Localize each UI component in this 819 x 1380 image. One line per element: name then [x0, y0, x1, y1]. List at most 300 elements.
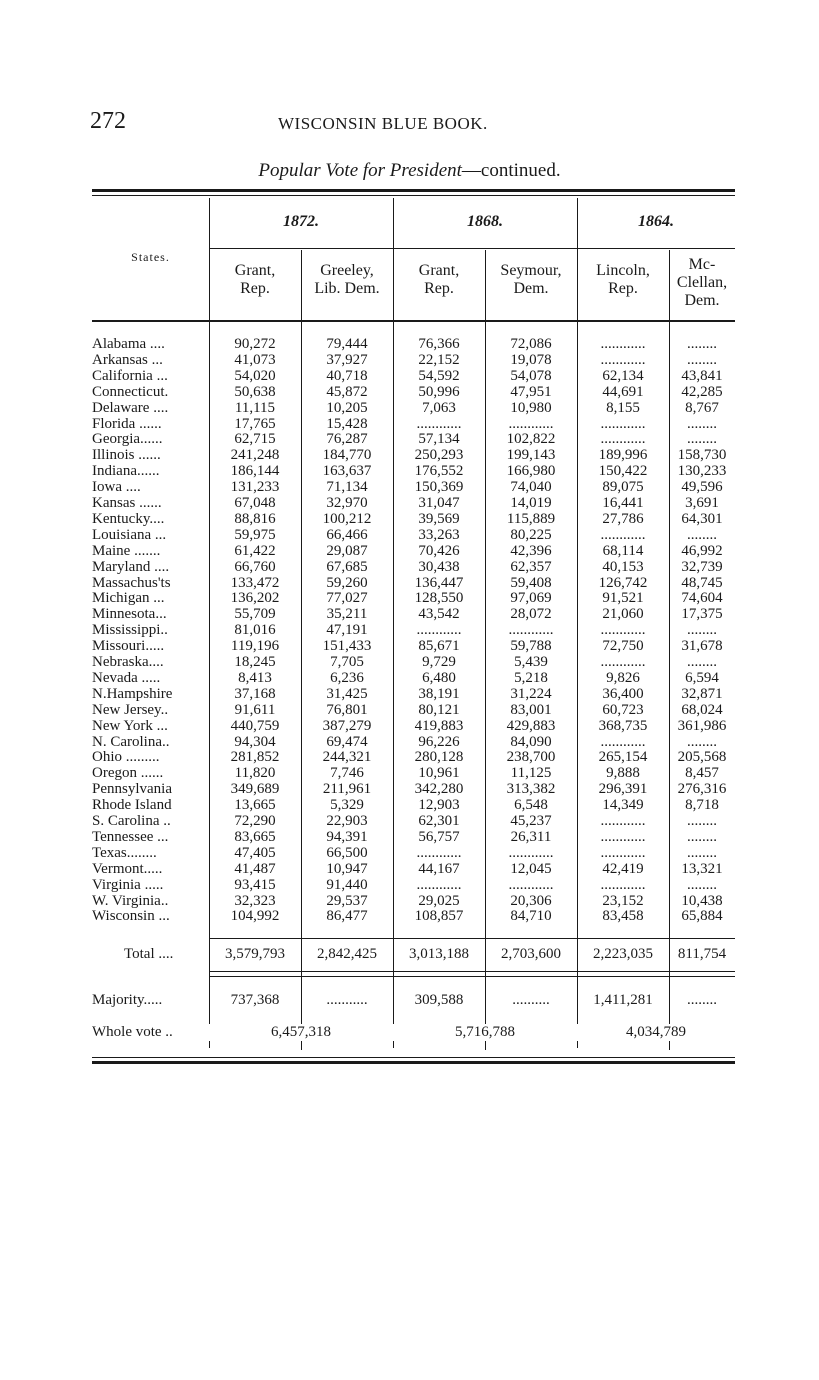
vote-cell: ............ [600, 845, 646, 861]
vote-cell: 35,211 [326, 607, 368, 623]
vote-cell: ............ [600, 655, 646, 670]
vote-cell: 77,027 [326, 591, 368, 607]
vote-cell: ............ [600, 416, 646, 432]
vote-cell: 40,153 [602, 559, 644, 575]
vote-cell: 102,822 [506, 432, 556, 448]
vote-cell: 37,927 [326, 352, 368, 368]
vote-cell: 97,069 [510, 591, 552, 607]
vote-cell: ........ [687, 845, 717, 861]
vote-cell: 10,438 [681, 893, 723, 909]
subtitle-continued: —continued. [461, 160, 561, 181]
vote-cell: 17,765 [234, 416, 276, 432]
table-row [92, 862, 735, 878]
vote-cell: 30,438 [418, 559, 460, 575]
vote-cell: 54,020 [234, 368, 276, 384]
vote-cell: 91,521 [602, 591, 644, 607]
state-name: Pennsylvania [92, 782, 172, 798]
vote-cell: 10,205 [326, 400, 368, 416]
vote-cell: 136,447 [414, 575, 464, 591]
vote-cell: 31,425 [326, 686, 368, 702]
vote-cell: 67,048 [234, 496, 276, 511]
bottom-rule-thin [92, 1057, 735, 1058]
vote-cell: 42,285 [681, 384, 723, 400]
vote-cell: ........ [687, 655, 717, 670]
header-bottom-rule [92, 320, 735, 322]
vote-cell: 176,552 [414, 464, 464, 480]
vote-cell: 313,382 [506, 782, 556, 798]
state-name: Massachus'ts [92, 575, 171, 591]
state-name: Oregon ...... [92, 766, 164, 782]
col-party: Rep. [608, 280, 638, 297]
vote-cell: 16,441 [602, 496, 644, 511]
vote-cell: 8,718 [685, 798, 719, 814]
vote-cell: 71,134 [326, 480, 368, 496]
table-row [92, 385, 735, 401]
vote-cell: 108,857 [414, 909, 464, 925]
total-label: Total .... [124, 946, 174, 962]
vote-cell: 91,611 [234, 702, 276, 718]
state-name: New Jersey.. [92, 702, 169, 718]
col-greeley-1872 [301, 262, 393, 298]
vote-cell: 361,986 [677, 718, 727, 734]
vote-cell: 76,801 [326, 702, 368, 718]
table-row [92, 750, 735, 766]
year-1864: 1864. [638, 213, 674, 230]
total-row [92, 946, 735, 966]
whole-vote-value: 5,716,788 [393, 1024, 577, 1041]
col-party: Dem. [513, 280, 549, 297]
state-name: Nevada ..... [92, 670, 161, 686]
total-rule-top [209, 938, 735, 939]
total-value: 2,703,600 [501, 946, 561, 962]
state-name: Alabama .... [92, 337, 165, 352]
vote-cell: 74,040 [510, 480, 552, 496]
vote-cell: 8,457 [685, 766, 719, 782]
vote-cell: 296,391 [598, 782, 648, 798]
bottom-rule-thick [92, 1061, 735, 1064]
table-row [92, 512, 735, 528]
vote-cell: 86,477 [326, 909, 368, 925]
col-label: Lincoln, [596, 262, 650, 279]
state-name: Georgia...... [92, 432, 163, 448]
vote-cell: 94,304 [234, 734, 276, 750]
vote-cell: 70,426 [418, 543, 460, 559]
vote-cell: ............ [416, 623, 462, 639]
vote-cell: 368,735 [598, 718, 648, 734]
majority-value: 309,588 [414, 992, 464, 1008]
vote-cell: 280,128 [414, 750, 464, 766]
vote-cell: 14,349 [602, 798, 644, 814]
vote-cell: 9,729 [422, 655, 456, 670]
state-name: Arkansas ... [92, 352, 163, 368]
majority-label: Majority..... [92, 992, 163, 1008]
table-row [92, 909, 735, 925]
vote-cell: 69,474 [326, 734, 368, 750]
vote-cell: 276,316 [677, 782, 727, 798]
vote-cell: 44,167 [418, 861, 460, 877]
table-row [92, 432, 735, 448]
vote-cell: 43,841 [681, 368, 723, 384]
vote-cell: ............ [508, 623, 554, 639]
vote-cell: 9,826 [606, 670, 640, 686]
total-value: 2,842,425 [317, 946, 377, 962]
table-row [92, 528, 735, 544]
vote-cell: 68,114 [602, 543, 644, 559]
state-name: California ... [92, 368, 168, 384]
vote-cell: 45,872 [326, 384, 368, 400]
vote-cell: 7,705 [330, 655, 364, 670]
vote-cell: 100,212 [322, 511, 372, 527]
vote-cell: 50,996 [418, 384, 460, 400]
vote-cell: 38,191 [418, 686, 460, 702]
vote-cell: ............ [600, 623, 646, 639]
table-row [92, 766, 735, 782]
vote-cell: 19,078 [510, 352, 552, 368]
state-name: Rhode Island [92, 798, 172, 814]
vote-cell: 6,594 [685, 670, 719, 686]
state-name: Nebraska.... [92, 655, 164, 670]
vote-cell: ............ [508, 416, 554, 432]
state-name: W. Virginia.. [92, 893, 169, 909]
vote-cell: 83,458 [602, 909, 644, 925]
table-row [92, 464, 735, 480]
vote-cell: 79,444 [326, 337, 368, 352]
vote-cell: 22,903 [326, 814, 368, 829]
table-row [92, 560, 735, 576]
year-underline [209, 248, 735, 249]
vote-cell: 22,152 [418, 352, 460, 368]
state-name: Vermont..... [92, 861, 163, 877]
vote-cell: ............ [600, 527, 646, 543]
vote-cell: 7,063 [422, 400, 456, 416]
page-header [90, 108, 740, 138]
vote-cell: 13,321 [681, 861, 723, 877]
col-party: Rep. [240, 280, 270, 297]
vote-cell: 199,143 [506, 448, 556, 464]
col-party: Dem. [684, 292, 720, 309]
vote-cell: 17,375 [681, 607, 723, 623]
vote-cell: 62,715 [234, 432, 276, 448]
vote-cell: 80,225 [510, 527, 552, 543]
state-name: Louisiana ... [92, 527, 167, 543]
state-name: New York ... [92, 718, 168, 734]
vote-cell: 56,757 [418, 829, 460, 845]
col-grant-1872 [209, 262, 301, 298]
table-row [92, 798, 735, 814]
table-row [92, 703, 735, 719]
vote-cell: 66,500 [326, 845, 368, 861]
state-name: Minnesota... [92, 607, 167, 623]
whole-vote-value: 6,457,318 [209, 1024, 393, 1041]
state-name: Iowa .... [92, 480, 141, 496]
col-seymour-1868 [485, 262, 577, 298]
vote-cell: 419,883 [414, 718, 464, 734]
vote-cell: 133,472 [230, 575, 280, 591]
state-name: Florida ...... [92, 416, 162, 432]
vote-cell: ............ [600, 337, 646, 352]
vote-cell: 32,871 [681, 686, 723, 702]
vote-cell: 93,415 [234, 877, 276, 893]
whole-vote-value: 4,034,789 [577, 1024, 735, 1041]
vote-cell: 5,329 [330, 798, 364, 814]
table-row [92, 782, 735, 798]
total-rule-bottom2 [209, 976, 735, 977]
vote-cell: 72,086 [510, 337, 552, 352]
vote-cell: 104,992 [230, 909, 280, 925]
vote-cell: 90,272 [234, 337, 276, 352]
vote-cell: 150,369 [414, 480, 464, 496]
vote-cell: 13,665 [234, 798, 276, 814]
col-lincoln-1864 [577, 262, 669, 298]
table-row [92, 353, 735, 369]
vote-cell: 32,323 [234, 893, 276, 909]
year-1868: 1868. [467, 213, 503, 230]
table-row [92, 448, 735, 464]
vote-cell: 166,980 [506, 464, 556, 480]
vote-cell: 81,016 [234, 623, 276, 639]
vote-cell: 33,263 [418, 527, 460, 543]
majority-value: .......... [512, 992, 550, 1008]
state-name: Texas........ [92, 845, 157, 861]
col-label: Greeley, [320, 262, 374, 279]
col-label: Grant, [234, 262, 276, 279]
year-1872: 1872. [283, 213, 319, 230]
vote-cell: 27,786 [602, 511, 644, 527]
table-row [92, 687, 735, 703]
vote-cell: 47,191 [326, 623, 368, 639]
vote-cell: ........ [687, 814, 717, 829]
vote-cell: 54,592 [418, 368, 460, 384]
vote-cell: 186,144 [230, 464, 280, 480]
vote-cell: 49,596 [681, 480, 723, 496]
total-rule-bottom [209, 971, 735, 972]
whole-vote-label: Whole vote .. [92, 1024, 173, 1040]
vote-cell: 128,550 [414, 591, 464, 607]
vote-cell: 43,542 [418, 607, 460, 623]
vote-cell: 61,422 [234, 543, 276, 559]
vote-cell: ........ [687, 432, 717, 448]
vote-cell: ............ [600, 814, 646, 829]
col-party: Rep. [424, 280, 454, 297]
table-row [92, 369, 735, 385]
vote-cell: 62,301 [418, 814, 460, 829]
vote-cell: 42,396 [510, 543, 552, 559]
state-name: Maryland .... [92, 559, 170, 575]
vote-cell: 41,487 [234, 861, 276, 877]
vote-cell: 80,121 [418, 702, 460, 718]
table-row [92, 719, 735, 735]
vote-cell: 184,770 [322, 448, 372, 464]
vote-cell: 42,419 [602, 861, 644, 877]
state-name: Ohio ......... [92, 750, 160, 766]
table-row [92, 591, 735, 607]
table-row [92, 639, 735, 655]
vote-cell: 84,090 [510, 734, 552, 750]
vote-cell: 23,152 [602, 893, 644, 909]
vote-cell: ........ [687, 416, 717, 432]
vote-cell: 250,293 [414, 448, 464, 464]
vote-cell: 55,709 [234, 607, 276, 623]
vote-cell: 84,710 [510, 909, 552, 925]
vote-cell: 31,678 [681, 639, 723, 655]
vote-cell: ........ [687, 829, 717, 845]
vote-cell: ........ [687, 527, 717, 543]
vote-cell: 6,236 [330, 670, 364, 686]
vote-cell: 5,439 [514, 655, 548, 670]
vote-cell: 59,408 [510, 575, 552, 591]
vote-cell: 39,569 [418, 511, 460, 527]
col-label: Clellan, [676, 274, 728, 291]
vote-cell: 31,224 [510, 686, 552, 702]
total-value: 3,579,793 [225, 946, 285, 962]
vote-cell: 11,115 [234, 400, 276, 416]
state-name: N.Hampshire [92, 686, 173, 702]
vote-cell: ............ [600, 734, 646, 750]
state-name: Wisconsin ... [92, 909, 170, 925]
vote-cell: 31,047 [418, 496, 460, 511]
vote-cell: 21,060 [602, 607, 644, 623]
vote-cell: 74,604 [681, 591, 723, 607]
vote-cell: ............ [508, 845, 554, 861]
vote-cell: ........ [687, 623, 717, 639]
page-number: 272 [90, 108, 126, 134]
vote-cell: 60,723 [602, 702, 644, 718]
vote-cell: 72,290 [234, 814, 276, 829]
vote-cell: 88,816 [234, 511, 276, 527]
vote-cell: 83,665 [234, 829, 276, 845]
table-row [92, 337, 735, 353]
vote-cell: 241,248 [230, 448, 280, 464]
vote-cell: 85,671 [418, 639, 460, 655]
vote-cell: ........ [687, 734, 717, 750]
vote-cell: 28,072 [510, 607, 552, 623]
vote-cell: ............ [508, 877, 554, 893]
col-mcclellan-1864 [669, 256, 735, 310]
state-name: Virginia ..... [92, 877, 164, 893]
vote-cell: 64,301 [681, 511, 723, 527]
majority-value: 1,411,281 [593, 992, 653, 1008]
vote-cell: 76,287 [326, 432, 368, 448]
col-label: Grant, [418, 262, 460, 279]
vote-cell: 67,685 [326, 559, 368, 575]
table-row [92, 878, 735, 894]
vote-cell: 11,820 [234, 766, 276, 782]
vote-cell: 26,311 [510, 829, 552, 845]
whole-vote-row [92, 1024, 735, 1044]
state-name: Tennessee ... [92, 829, 169, 845]
vote-cell: 50,638 [234, 384, 276, 400]
table-row [92, 830, 735, 846]
vote-cell: 76,366 [418, 337, 460, 352]
vote-cell: ........ [687, 352, 717, 368]
vote-cell: 12,903 [418, 798, 460, 814]
vote-cell: 136,202 [230, 591, 280, 607]
vote-cell: 281,852 [230, 750, 280, 766]
top-rule-thin [92, 195, 735, 196]
vote-cell: 349,689 [230, 782, 280, 798]
vote-cell: 12,045 [510, 861, 552, 877]
table-row [92, 735, 735, 751]
vote-cell: ............ [600, 829, 646, 845]
vote-cell: 59,260 [326, 575, 368, 591]
state-name: Mississippi.. [92, 623, 168, 639]
total-value: 2,223,035 [593, 946, 653, 962]
table-row [92, 671, 735, 687]
table-subtitle [0, 160, 819, 182]
vote-cell: ............ [416, 877, 462, 893]
vote-cell: 59,975 [234, 527, 276, 543]
vote-cell: 29,087 [326, 543, 368, 559]
majority-value: 737,368 [230, 992, 280, 1008]
vote-cell: 150,422 [598, 464, 648, 480]
vote-cell: 94,391 [326, 829, 368, 845]
vote-cell: 211,961 [322, 782, 372, 798]
vote-cell: 151,433 [322, 639, 372, 655]
table-row [92, 576, 735, 592]
vote-cell: 47,405 [234, 845, 276, 861]
table-row [92, 496, 735, 512]
vote-cell: 10,980 [510, 400, 552, 416]
vote-cell: 6,548 [514, 798, 548, 814]
col-grant-1868 [393, 262, 485, 298]
total-value: 3,013,188 [409, 946, 469, 962]
vote-cell: 96,226 [418, 734, 460, 750]
vote-cell: 130,233 [677, 464, 727, 480]
table-row [92, 480, 735, 496]
majority-value: ........ [687, 992, 717, 1008]
vote-cell: 3,691 [685, 496, 719, 511]
col-label: Seymour, [500, 262, 562, 279]
vote-cell: ............ [600, 877, 646, 893]
vote-cell: 68,024 [681, 702, 723, 718]
state-name: N. Carolina.. [92, 734, 170, 750]
vote-cell: ............ [600, 352, 646, 368]
vote-cell: 9,888 [606, 766, 640, 782]
vote-cell: 10,961 [418, 766, 460, 782]
state-name: Maine ....... [92, 543, 161, 559]
vote-cell: 40,718 [326, 368, 368, 384]
state-name: Kentucky.... [92, 511, 165, 527]
vote-cell: 10,947 [326, 861, 368, 877]
table-row [92, 894, 735, 910]
vote-cell: ............ [416, 845, 462, 861]
vote-cell: ........ [687, 877, 717, 893]
state-name: S. Carolina .. [92, 814, 171, 829]
vote-cell: 41,073 [234, 352, 276, 368]
state-name: Illinois ...... [92, 448, 161, 464]
vote-cell: 66,466 [326, 527, 368, 543]
running-title: WISCONSIN BLUE BOOK. [278, 114, 488, 133]
vote-cell: 37,168 [234, 686, 276, 702]
vote-cell: 54,078 [510, 368, 552, 384]
vote-cell: 11,125 [510, 766, 552, 782]
vote-cell: 429,883 [506, 718, 556, 734]
table-row [92, 607, 735, 623]
vote-cell: 72,750 [602, 639, 644, 655]
vote-cell: 45,237 [510, 814, 552, 829]
vote-cell: 89,075 [602, 480, 644, 496]
table-row [92, 846, 735, 862]
table-row [92, 623, 735, 639]
vote-cell: 18,245 [234, 655, 276, 670]
vote-cell: 36,400 [602, 686, 644, 702]
vote-cell: 7,746 [330, 766, 364, 782]
vote-cell: 83,001 [510, 702, 552, 718]
vote-cell: 189,996 [598, 448, 648, 464]
vote-cell: 265,154 [598, 750, 648, 766]
vote-cell: 8,155 [606, 400, 640, 416]
majority-value: ........... [326, 992, 368, 1008]
